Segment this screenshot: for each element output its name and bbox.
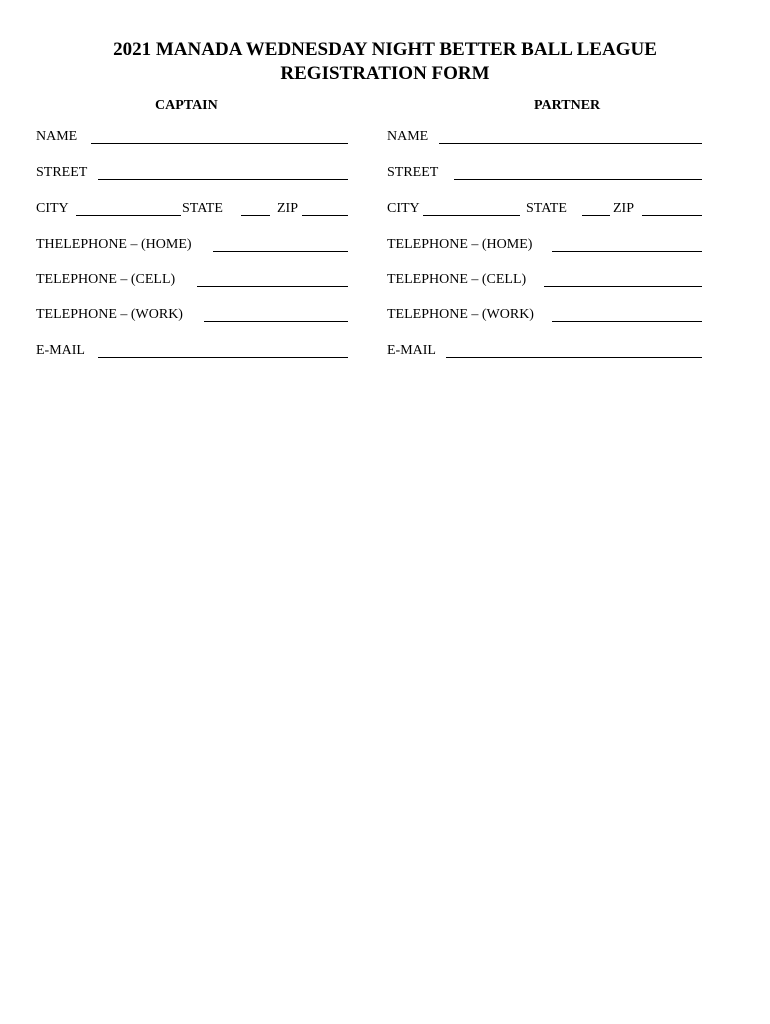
partner-email-row [387,342,702,362]
captain-zip-label: ZIP [277,201,298,216]
captain-street-field[interactable] [98,179,348,180]
partner-work-phone-field[interactable] [552,321,702,322]
partner-name-field[interactable] [439,143,702,144]
partner-zip-field[interactable] [642,215,702,216]
partner-state-label: STATE [526,201,567,216]
captain-city-label: CITY [36,201,69,216]
form-title-line-2: REGISTRATION FORM [280,63,490,84]
form-title-line-1: 2021 MANADA WEDNESDAY NIGHT BETTER BALL LEAGUE [113,39,657,60]
captain-work-phone-row [36,306,348,326]
captain-email-field[interactable] [98,357,348,358]
captain-email-label: E-MAIL [36,343,85,358]
captain-home-phone-row [36,236,348,256]
captain-street-label: STREET [36,165,88,180]
partner-name-label: NAME [387,129,429,144]
captain-home-phone-label: THELEPHONE – (HOME) [36,237,192,252]
captain-cell-phone-field[interactable] [197,286,348,287]
partner-heading: PARTNER [534,98,601,113]
partner-zip-label: ZIP [613,201,634,216]
partner-email-label: E-MAIL [387,343,436,358]
captain-state-label: STATE [182,201,223,216]
partner-street-row [387,164,702,184]
partner-work-phone-label: TELEPHONE – (WORK) [387,307,534,322]
captain-cell-phone-label: TELEPHONE – (CELL) [36,272,176,287]
partner-city-field[interactable] [423,215,520,216]
partner-city-label: CITY [387,201,420,216]
partner-cell-phone-label: TELEPHONE – (CELL) [387,272,527,287]
partner-home-phone-field[interactable] [552,251,702,252]
partner-home-phone-row [387,236,702,256]
partner-state-field[interactable] [582,215,610,216]
partner-street-field[interactable] [454,179,702,180]
partner-name-row [387,128,702,148]
captain-city-field[interactable] [76,215,181,216]
partner-street-label: STREET [387,165,439,180]
partner-home-phone-label: TELEPHONE – (HOME) [387,237,533,252]
captain-work-phone-label: TELEPHONE – (WORK) [36,307,183,322]
captain-name-field[interactable] [91,143,348,144]
captain-street-row [36,164,348,184]
captain-heading: CAPTAIN [155,98,218,113]
captain-name-row [36,128,348,148]
captain-state-field[interactable] [241,215,270,216]
partner-email-field[interactable] [446,357,702,358]
captain-home-phone-field[interactable] [213,251,348,252]
partner-cell-phone-row [387,271,702,291]
captain-zip-field[interactable] [302,215,348,216]
captain-cell-phone-row [36,271,348,291]
partner-cell-phone-field[interactable] [544,286,702,287]
captain-name-label: NAME [36,129,78,144]
captain-email-row [36,342,348,362]
captain-work-phone-field[interactable] [204,321,348,322]
partner-work-phone-row [387,306,702,326]
captain-city-row [36,200,348,220]
partner-city-row [387,200,702,220]
